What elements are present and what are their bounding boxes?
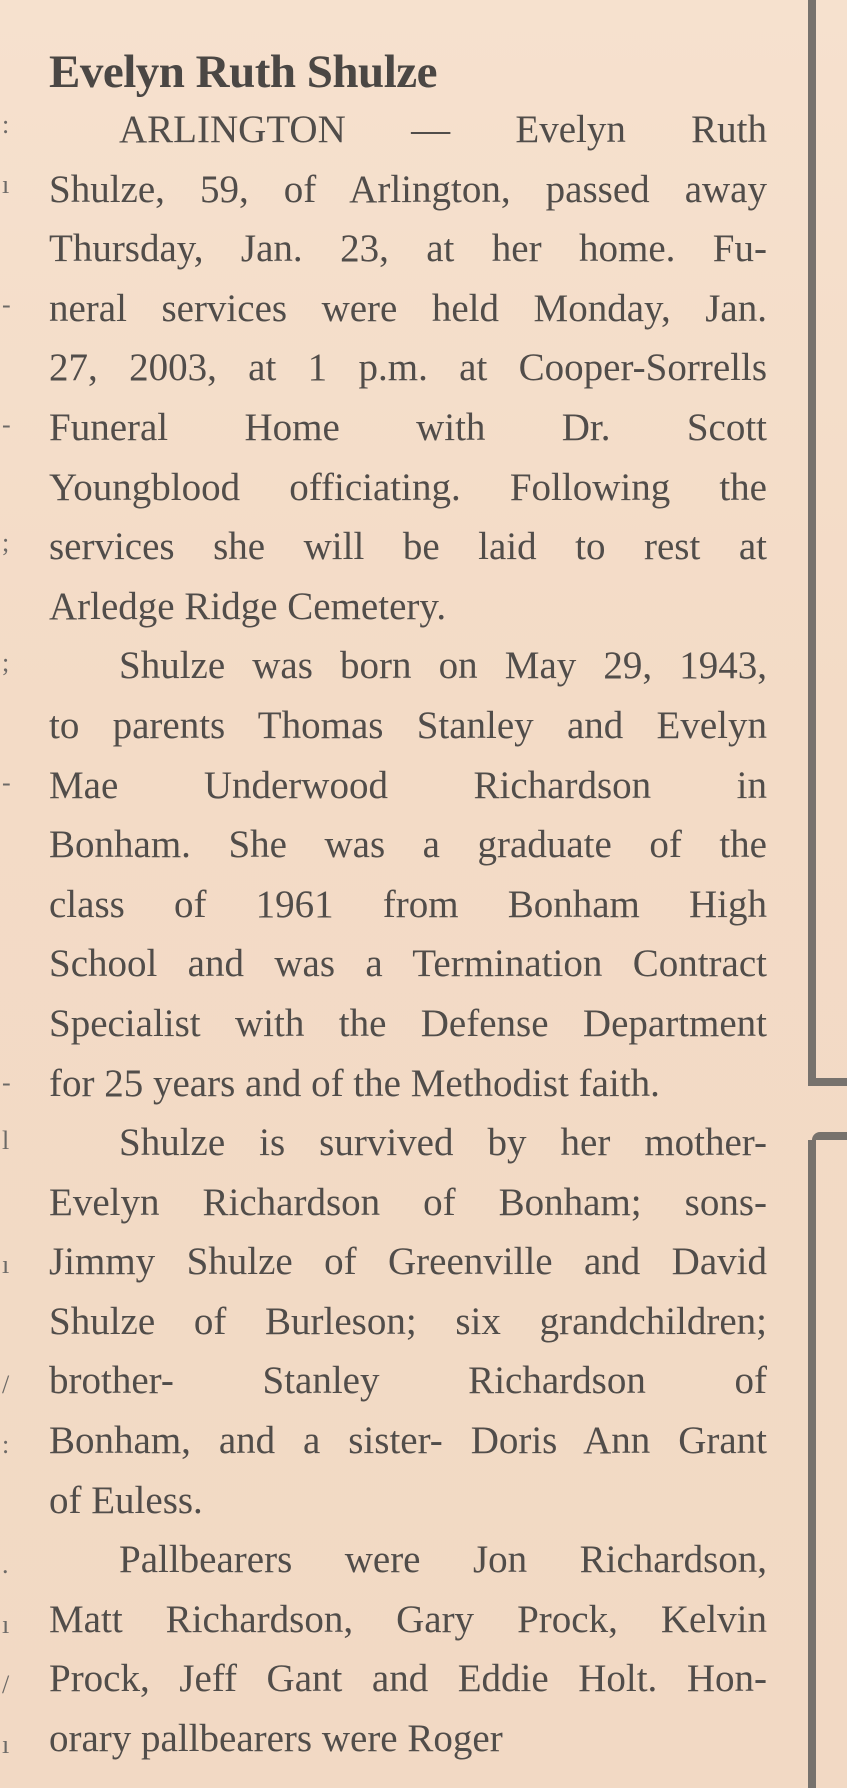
cropped-column-fragment: - <box>2 410 11 439</box>
cropped-column-fragment: ı <box>2 1730 10 1759</box>
text-line: Bonham. She was a graduate of the <box>49 823 767 867</box>
text-line: Jimmy Shulze of Greenville and David <box>49 1240 767 1284</box>
adjacent-box-border <box>808 0 816 1086</box>
text-line: for 25 years and of the Methodist faith. <box>49 1061 660 1105</box>
cropped-column-fragment: : <box>2 1430 10 1459</box>
text-line: orary pallbearers were Roger <box>49 1717 503 1761</box>
obituary-article <box>49 44 767 1769</box>
cropped-column-fragment: ı <box>2 1250 10 1279</box>
cropped-column-fragment: ı <box>2 1610 10 1639</box>
cropped-column-fragment: - <box>2 290 11 319</box>
text-line: Evelyn Richardson of Bonham; sons- <box>49 1180 767 1224</box>
text-line: ARLINGTON — Evelyn Ruth <box>119 108 767 151</box>
text-line: Arledge Ridge Cemetery. <box>49 584 447 628</box>
obituary-paragraph-intro <box>49 100 767 636</box>
text-line: Thursday, Jan. 23, at her home. Fu- <box>49 227 767 271</box>
obituary-paragraph-survivors <box>49 1113 767 1530</box>
adjacent-box-border <box>808 1078 847 1086</box>
text-line: class of 1961 from Bonham High <box>49 882 767 926</box>
cropped-column-fragment: / <box>2 1370 10 1399</box>
cropped-column-fragment: - <box>2 1068 11 1097</box>
adjacent-box-border <box>808 1140 816 1788</box>
adjacent-box-border <box>812 1132 847 1140</box>
text-line: Shulze, 59, of Arlington, passed away <box>49 167 767 211</box>
cropped-column-fragment: . <box>2 1550 9 1579</box>
obituary-paragraph-birth <box>49 636 767 1113</box>
text-line: Prock, Jeff Gant and Eddie Holt. Hon- <box>49 1657 767 1701</box>
text-line: Mae Underwood Richardson in <box>49 763 767 807</box>
text-line: of Euless. <box>49 1478 203 1522</box>
text-line: Matt Richardson, Gary Prock, Kelvin <box>49 1597 767 1641</box>
text-line: Youngblood officiating. Following the <box>49 465 767 509</box>
obituary-paragraph-pallbearers <box>49 1530 767 1768</box>
text-line: Specialist with the Defense Department <box>49 1001 767 1045</box>
cropped-column-fragment: / <box>2 1670 10 1699</box>
text-line: Pallbearers were Jon Richardson, <box>119 1538 767 1582</box>
text-line: 27, 2003, at 1 p.m. at Cooper-Sorrells <box>49 346 767 390</box>
cropped-column-fragment: ı <box>2 170 10 199</box>
cropped-column-fragment: - <box>2 768 11 797</box>
text-line: services she will be laid to rest at <box>49 525 767 569</box>
text-line: Shulze is survived by her mother- <box>119 1121 767 1165</box>
obituary-headline: Evelyn Ruth Shulze <box>49 46 437 98</box>
cropped-column-fragment: l <box>2 1126 10 1155</box>
text-line: neral services were held Monday, Jan. <box>49 286 767 330</box>
cropped-column-fragment: ; <box>2 528 10 557</box>
cropped-column-fragment: : <box>2 110 10 139</box>
cropped-column-fragment: ; <box>2 648 10 677</box>
text-line: School and was a Termination Contract <box>49 942 767 986</box>
text-line: Shulze of Burleson; six grandchildren; <box>49 1299 767 1343</box>
text-line: Funeral Home with Dr. Scott <box>49 405 767 449</box>
text-line: Shulze was born on May 29, 1943, <box>119 644 767 688</box>
text-line: brother- Stanley Richardson of <box>49 1359 767 1403</box>
text-line: Bonham, and a sister- Doris Ann Grant <box>49 1419 767 1463</box>
text-line: to parents Thomas Stanley and Evelyn <box>49 703 767 747</box>
